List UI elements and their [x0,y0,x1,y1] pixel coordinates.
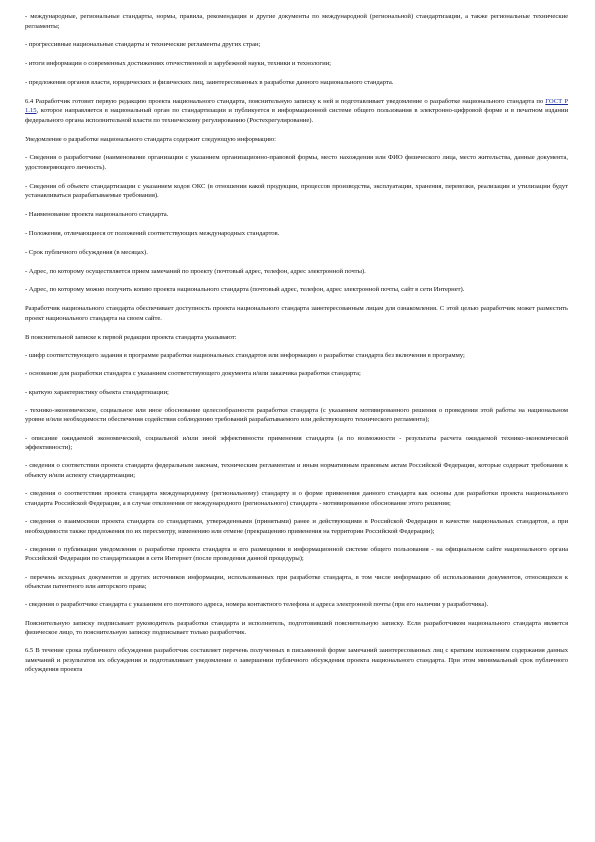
paragraph: 6.5 В течение срока публичного обсуждения разработчик составляет перечень полученных в письменной форме замечаний заинтересованных лиц с кратким изложением содержания данных замечаний и результатов их обсуждения и подготавливает уведомление о завершении публичного обсуждения проекта национального стандарта. При этом минимальный срок публичного обсуждения проекта [25,647,568,674]
list-item: - сведения о соответствии проекта стандарта международному (региональному) стандарту и о форме применения данного стандарта как основы для разработки проекта национального стандарта Российской Федерации, а в случае отклонения от международного (регионального) стандарта - мотивированное обоснование этого решения; [25,490,568,507]
list-item: - Адрес, по которому осуществляется прием замечаний по проекту (почтовый адрес, телефон, адрес электронной почты). [25,267,366,275]
paragraph: Пояснительную записку подписывает руководитель разработки стандарта и исполнитель, подготовивший пояснительную записку. Если разработчиком национального стандарта является физическое лицо, то пояснительную записку подписывает только разработчик. [25,619,568,637]
list-item: - основание для разработки стандарта с указанием соответствующего документа и/или заказчика разработки стандарта; [25,370,361,378]
list-item: - Наименование проекта национального стандарта. [25,211,169,219]
list-item: - Сведения об объекте стандартизации с указанием кодов ОКС (в отношении какой продукции, процессов производства, эксплуатации, хранения, перевозки, реализации и утилизации будут устанавливаться разрабатываемые требования). [25,182,568,200]
list-item: - технико-экономическое, социальное или иное обоснование целесообразности разработки стандарта (с указанием мотивированного решения о проведении этой работы на национальном уровне и/или необходимости обеспечения содействия соблюдению требований разрабатываемого или действующего технического регламента); [25,406,568,424]
list-item: - итоги информации о современных достижениях отечественной и зарубежной науки, техники и технологии; [25,60,331,68]
list-item: - перечень исходных документов и других источников информации, использованных при разработке стандарта, в том числе информацию об использовании документов, относящихся к объектам патентного или авторского права; [25,573,568,591]
section-6-4-paragraph [25,97,568,126]
list-item: - Сведения о разработчике (наименование организации с указанием организационно-правовой формы, место нахождения или ФИО физического лица, место жительства, данные документа, удостоверяющего личность). [25,154,568,172]
section-6-4-text-end: , которое направляется в национальный орган по стандартизации и публикуется в информационной системе общего пользования в электронно-цифровой форме и в печатном издании федерального органа исполнительной власти по техническому регулированию (Ростехрегулирование). [25,107,568,124]
list-item: - краткую характеристику объекта стандартизации; [25,388,169,396]
list-item: - сведения о соответствии проекта стандарта федеральным законам, техническим регламентам и иным нормативным правовым актам Российской Федерации, которые содержат требования к объекту и/или аспекту стандартизации; [25,462,568,479]
list-item: - описание ожидаемой экономической, социальной и/или иной эффективности применения стандарта (а по возможности - результаты расчета ожидаемой технико-экономической эффективности); [25,434,568,452]
gost-r-1-15-link[interactable]: ГОСТ Р 1.15 [25,97,568,115]
list-item: - шифр соответствующего задания в программе разработки национальных стандартов или информацию о разработке стандарта без включения в программу; [25,352,465,360]
document-body [25,12,568,684]
list-item: - международные, региональные стандарты, нормы, правила, рекомендации и другие документы по международной (региональной) стандартизации, а также региональные технические регламенты; [25,13,568,30]
list-item: - Адрес, по которому можно получить копию проекта национального стандарта (почтовый адрес, телефон, адрес электронной почты, сайт в сети Интернет). [25,286,465,294]
list-item: - сведения о взаимосвязи проекта стандарта со стандартами, утвержденными (принятыми) ранее и действующими в Российской Федерации в качестве национальных стандартов, а при необходимости также предложения по их пересмотру, изменению или отмене (прекращению применения на территории Российской Федерации); [25,517,568,535]
list-item: - прогрессивные национальные стандарты и технические регламенты других стран; [25,41,261,49]
paragraph: В пояснительной записке к первой редакции проекта стандарта указывают: [25,333,237,341]
section-6-4-text-start: 6.4 Разработчик готовит первую редакцию проекта национального стандарта, пояснительную записку к ней и подготавливает уведомление о разработке национального стандарта по [25,97,546,105]
list-item: - Положения, отличающиеся от положений соответствующих международных стандартов. [25,230,280,237]
paragraph: Уведомление о разработке национального стандарта содержит следующую информацию: [25,135,276,143]
list-item: - предложения органов власти, юридических и физических лиц, заинтересованных в разработке данного национального стандарта. [25,78,394,86]
paragraph: Разработчик национального стандарта обеспечивает доступность проекта национального стандарта заинтересованным лицам для ознакомления. С этой целью разработчик может разместить проект национального стандарта на своем сайте. [25,305,568,322]
list-item: - Срок публичного обсуждения (в месяцах). [25,248,148,256]
list-item: - сведения о публикации уведомления о разработке проекта стандарта и его размещении в информационной системе общего пользования - на официальном сайте национального органа Российской Федерации по стандартизации в сети Интернет (после проведения данной процедуры); [25,545,568,563]
list-item: - сведения о разработчике стандарта с указанием его почтового адреса, номера контактного телефона и адреса электронной почты (при его наличии у разработчика). [25,601,489,609]
